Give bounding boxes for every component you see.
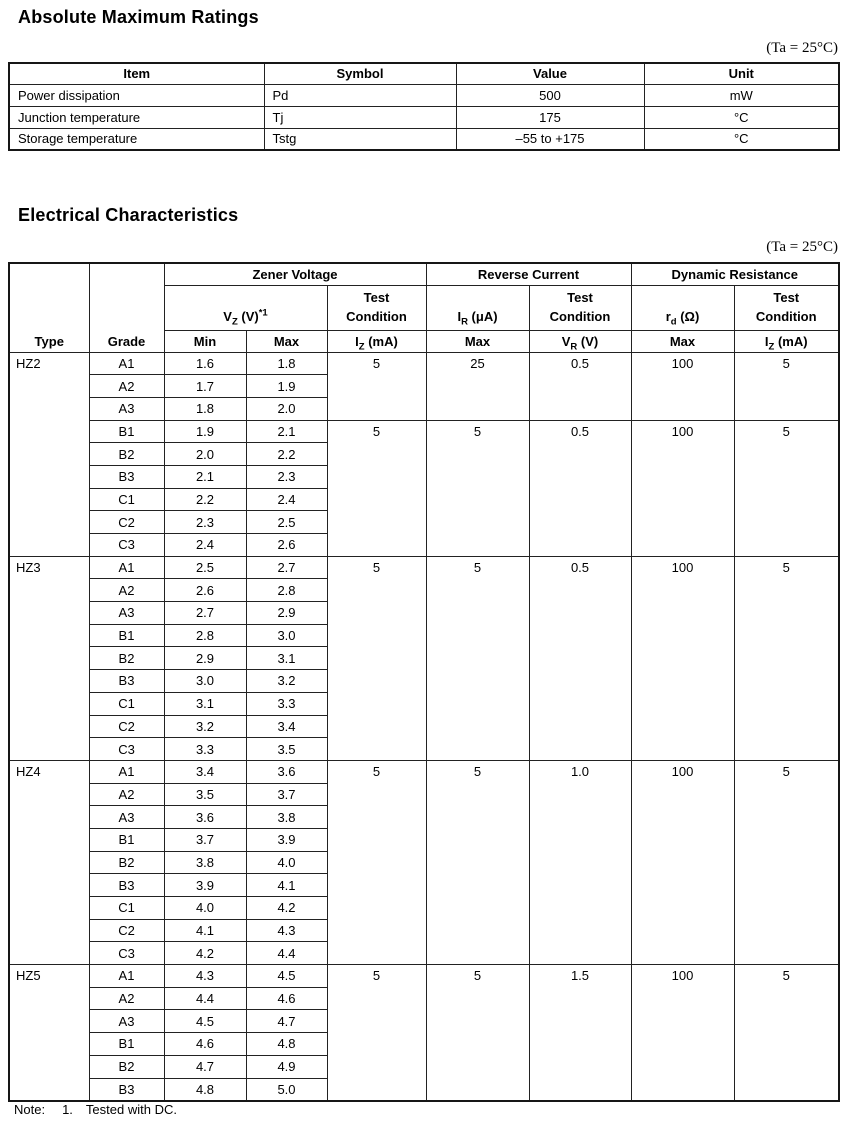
abs-max-ratings-title: Absolute Maximum Ratings bbox=[18, 7, 259, 27]
abs-col-header-symbol: Symbol bbox=[264, 63, 456, 84]
vr-test-condition-cell: 0.5 bbox=[529, 352, 631, 420]
group-header-row bbox=[9, 263, 839, 285]
dyn-iz-test-condition-cell: 5 bbox=[734, 556, 839, 760]
group-header-reverse-current: Reverse Current bbox=[426, 263, 631, 285]
vz-min-cell: 4.5 bbox=[164, 1010, 246, 1033]
grade-cell: A1 bbox=[89, 760, 164, 783]
table-row bbox=[9, 556, 839, 579]
grade-cell: A3 bbox=[89, 1010, 164, 1033]
dyn-iz-test-condition-cell: 5 bbox=[734, 760, 839, 964]
grade-cell: C1 bbox=[89, 488, 164, 511]
vz-max-cell: 1.8 bbox=[246, 352, 327, 375]
value-cell: 500 bbox=[456, 84, 644, 106]
vz-min-cell: 4.0 bbox=[164, 897, 246, 920]
vz-max-cell: 3.7 bbox=[246, 783, 327, 806]
vz-max-cell: 2.4 bbox=[246, 488, 327, 511]
type-cell: HZ3 bbox=[9, 556, 89, 760]
grade-cell: C2 bbox=[89, 715, 164, 738]
elec-ta-condition-note: (Ta = 25°C) bbox=[766, 239, 838, 255]
type-cell: HZ4 bbox=[9, 760, 89, 964]
grade-cell: A1 bbox=[89, 352, 164, 375]
grade-cell: B1 bbox=[89, 1033, 164, 1056]
vz-min-cell: 4.2 bbox=[164, 942, 246, 965]
grade-cell: A2 bbox=[89, 579, 164, 602]
col-header-type: Type bbox=[9, 263, 89, 352]
grade-cell: A1 bbox=[89, 556, 164, 579]
vr-test-condition-cell: 0.5 bbox=[529, 420, 631, 556]
grade-cell: B1 bbox=[89, 420, 164, 443]
dyn-iz-test-condition-cell: 5 bbox=[734, 420, 839, 556]
vz-min-cell: 3.0 bbox=[164, 670, 246, 693]
vz-min-cell: 2.0 bbox=[164, 443, 246, 466]
vz-max-cell: 4.8 bbox=[246, 1033, 327, 1056]
dyn-iz-test-condition-cell: 5 bbox=[734, 352, 839, 420]
grade-cell: B2 bbox=[89, 443, 164, 466]
vz-max-cell: 2.8 bbox=[246, 579, 327, 602]
vz-max-cell: 3.3 bbox=[246, 692, 327, 715]
item-cell: Storage temperature bbox=[9, 128, 264, 150]
param-header-test-condition-reverse: Test Condition bbox=[529, 285, 631, 330]
vz-min-cell: 2.3 bbox=[164, 511, 246, 534]
item-cell: Junction temperature bbox=[9, 106, 264, 128]
footnote-text: Tested with DC. bbox=[85, 1102, 177, 1117]
dyn-iz-test-condition-cell: 5 bbox=[734, 965, 839, 1101]
footnote-label: Note: bbox=[14, 1102, 46, 1117]
table-row bbox=[9, 965, 839, 988]
grade-cell: A2 bbox=[89, 783, 164, 806]
col-header-vr-v: $V_R$ (V) bbox=[529, 330, 631, 352]
vz-max-cell: 3.4 bbox=[246, 715, 327, 738]
rd-max-cell: 100 bbox=[631, 352, 734, 420]
vr-test-condition-cell: 1.0 bbox=[529, 760, 631, 964]
grade-cell: B1 bbox=[89, 828, 164, 851]
col-header-iz-ma-2: $I_Z$ (mA) bbox=[734, 330, 839, 352]
item-cell: Power dissipation bbox=[9, 84, 264, 106]
vz-min-cell: 3.8 bbox=[164, 851, 246, 874]
grade-cell: C3 bbox=[89, 534, 164, 557]
col-header-vz-max: Max bbox=[246, 330, 327, 352]
grade-cell: A1 bbox=[89, 965, 164, 988]
vz-min-cell: 2.2 bbox=[164, 488, 246, 511]
abs-table-header bbox=[9, 63, 839, 84]
iz-test-condition-cell: 5 bbox=[327, 760, 426, 964]
vz-max-cell: 1.9 bbox=[246, 375, 327, 398]
table-row bbox=[9, 352, 839, 375]
vz-min-cell: 3.1 bbox=[164, 692, 246, 715]
grade-cell: B3 bbox=[89, 1078, 164, 1101]
vr-test-condition-cell: 1.5 bbox=[529, 965, 631, 1101]
vz-min-cell: 2.4 bbox=[164, 534, 246, 557]
grade-cell: B1 bbox=[89, 624, 164, 647]
vz-max-cell: 4.7 bbox=[246, 1010, 327, 1033]
vz-max-cell: 4.6 bbox=[246, 987, 327, 1010]
param-header-test-condition-dynamic: Test Condition bbox=[734, 285, 839, 330]
elec-table-header bbox=[9, 263, 839, 352]
grade-cell: C1 bbox=[89, 897, 164, 920]
table-row bbox=[9, 760, 839, 783]
type-cell: HZ2 bbox=[9, 352, 89, 556]
vz-min-cell: 1.9 bbox=[164, 420, 246, 443]
symbol-cell: Tj bbox=[264, 106, 456, 128]
vz-min-cell: 3.7 bbox=[164, 828, 246, 851]
grade-cell: B2 bbox=[89, 851, 164, 874]
vz-max-cell: 4.4 bbox=[246, 942, 327, 965]
col-header-rd-max: Max bbox=[631, 330, 734, 352]
type-cell: HZ5 bbox=[9, 965, 89, 1101]
rd-max-cell: 100 bbox=[631, 420, 734, 556]
param-header-rd: $r_d$ (Ω) bbox=[631, 285, 734, 330]
vz-min-cell: 4.4 bbox=[164, 987, 246, 1010]
vz-min-cell: 4.1 bbox=[164, 919, 246, 942]
vz-max-cell: 3.8 bbox=[246, 806, 327, 829]
vz-max-cell: 4.0 bbox=[246, 851, 327, 874]
ir-max-cell: 25 bbox=[426, 352, 529, 420]
col-header-vz-min: Min bbox=[164, 330, 246, 352]
vz-max-cell: 4.9 bbox=[246, 1055, 327, 1078]
abs-col-header-item: Item bbox=[9, 63, 264, 84]
unit-cell: °C bbox=[644, 128, 839, 150]
abs-max-ratings-table bbox=[8, 62, 840, 151]
grade-cell: C3 bbox=[89, 942, 164, 965]
grade-cell: A2 bbox=[89, 987, 164, 1010]
param-header-vz: $V_Z$ $(V)^{*1}$ bbox=[164, 285, 327, 330]
vz-max-cell: 2.1 bbox=[246, 420, 327, 443]
vz-max-cell: 2.7 bbox=[246, 556, 327, 579]
value-cell: 175 bbox=[456, 106, 644, 128]
grade-cell: C2 bbox=[89, 511, 164, 534]
grade-cell: B3 bbox=[89, 874, 164, 897]
symbol-cell: Pd bbox=[264, 84, 456, 106]
abs-col-header-value: Value bbox=[456, 63, 644, 84]
vz-min-cell: 1.8 bbox=[164, 397, 246, 420]
abs-col-header-unit: Unit bbox=[644, 63, 839, 84]
vz-max-cell: 3.5 bbox=[246, 738, 327, 761]
param-header-ir: $I_R$ (μA) bbox=[426, 285, 529, 330]
vz-min-cell: 1.7 bbox=[164, 375, 246, 398]
vz-max-cell: 4.2 bbox=[246, 897, 327, 920]
ir-max-cell: 5 bbox=[426, 420, 529, 556]
vz-min-cell: 3.9 bbox=[164, 874, 246, 897]
grade-cell: B3 bbox=[89, 670, 164, 693]
col-header-ir-max: Max bbox=[426, 330, 529, 352]
unit-cell: °C bbox=[644, 106, 839, 128]
grade-cell: C2 bbox=[89, 919, 164, 942]
vz-min-cell: 3.3 bbox=[164, 738, 246, 761]
vz-max-cell: 2.6 bbox=[246, 534, 327, 557]
vz-min-cell: 3.5 bbox=[164, 783, 246, 806]
vz-max-cell: 4.1 bbox=[246, 874, 327, 897]
ir-max-cell: 5 bbox=[426, 556, 529, 760]
vz-max-cell: 4.5 bbox=[246, 965, 327, 988]
vz-max-cell: 3.2 bbox=[246, 670, 327, 693]
grade-cell: A3 bbox=[89, 806, 164, 829]
grade-cell: A3 bbox=[89, 602, 164, 625]
vz-min-cell: 4.8 bbox=[164, 1078, 246, 1101]
vz-min-cell: 2.7 bbox=[164, 602, 246, 625]
vz-min-cell: 2.6 bbox=[164, 579, 246, 602]
param-header-test-condition-zener: Test Condition bbox=[327, 285, 426, 330]
table-row bbox=[9, 106, 839, 128]
rd-max-cell: 100 bbox=[631, 760, 734, 964]
grade-cell: A2 bbox=[89, 375, 164, 398]
abs-header-row bbox=[9, 63, 839, 84]
iz-test-condition-cell: 5 bbox=[327, 965, 426, 1101]
unit-cell: mW bbox=[644, 84, 839, 106]
iz-test-condition-cell: 5 bbox=[327, 556, 426, 760]
abs-table-body bbox=[9, 84, 839, 150]
vz-max-cell: 2.0 bbox=[246, 397, 327, 420]
grade-cell: C3 bbox=[89, 738, 164, 761]
iz-test-condition-cell: 5 bbox=[327, 420, 426, 556]
symbol-cell: Tstg bbox=[264, 128, 456, 150]
iz-test-condition-cell: 5 bbox=[327, 352, 426, 420]
vz-max-cell: 3.1 bbox=[246, 647, 327, 670]
table-row bbox=[9, 84, 839, 106]
vz-max-cell: 4.3 bbox=[246, 919, 327, 942]
table-row bbox=[9, 420, 839, 443]
vz-min-cell: 4.6 bbox=[164, 1033, 246, 1056]
vz-min-cell: 3.4 bbox=[164, 760, 246, 783]
vz-min-cell: 3.6 bbox=[164, 806, 246, 829]
vr-test-condition-cell: 0.5 bbox=[529, 556, 631, 760]
vz-min-cell: 4.7 bbox=[164, 1055, 246, 1078]
vz-max-cell: 3.9 bbox=[246, 828, 327, 851]
vz-min-cell: 2.9 bbox=[164, 647, 246, 670]
vz-min-cell: 2.5 bbox=[164, 556, 246, 579]
grade-cell: B2 bbox=[89, 647, 164, 670]
electrical-characteristics-title: Electrical Characteristics bbox=[18, 205, 239, 225]
value-cell: –55 to +175 bbox=[456, 128, 644, 150]
grade-cell: A3 bbox=[89, 397, 164, 420]
vz-max-cell: 2.9 bbox=[246, 602, 327, 625]
group-header-zener-voltage: Zener Voltage bbox=[164, 263, 426, 285]
vz-min-cell: 2.1 bbox=[164, 465, 246, 488]
vz-max-cell: 3.0 bbox=[246, 624, 327, 647]
rd-max-cell: 100 bbox=[631, 965, 734, 1101]
vz-min-cell: 4.3 bbox=[164, 965, 246, 988]
vz-max-cell: 5.0 bbox=[246, 1078, 327, 1101]
vz-max-cell: 2.5 bbox=[246, 511, 327, 534]
footnote-number: 1. bbox=[62, 1102, 73, 1117]
vz-min-cell: 1.6 bbox=[164, 352, 246, 375]
abs-ta-condition-note: (Ta = 25°C) bbox=[766, 40, 838, 56]
vz-max-cell: 3.6 bbox=[246, 760, 327, 783]
vz-max-cell: 2.2 bbox=[246, 443, 327, 466]
vz-max-cell: 2.3 bbox=[246, 465, 327, 488]
vz-min-cell: 3.2 bbox=[164, 715, 246, 738]
grade-cell: B3 bbox=[89, 465, 164, 488]
elec-table-body bbox=[9, 352, 839, 1101]
ir-max-cell: 5 bbox=[426, 965, 529, 1101]
col-header-grade: Grade bbox=[89, 263, 164, 352]
ir-max-cell: 5 bbox=[426, 760, 529, 964]
grade-cell: C1 bbox=[89, 692, 164, 715]
rd-max-cell: 100 bbox=[631, 556, 734, 760]
col-header-iz-ma: $I_Z$ (mA) bbox=[327, 330, 426, 352]
electrical-characteristics-table bbox=[8, 262, 840, 1102]
footnote bbox=[14, 1102, 177, 1117]
vz-min-cell: 2.8 bbox=[164, 624, 246, 647]
group-header-dynamic-resistance: Dynamic Resistance bbox=[631, 263, 839, 285]
table-row bbox=[9, 128, 839, 150]
grade-cell: B2 bbox=[89, 1055, 164, 1078]
